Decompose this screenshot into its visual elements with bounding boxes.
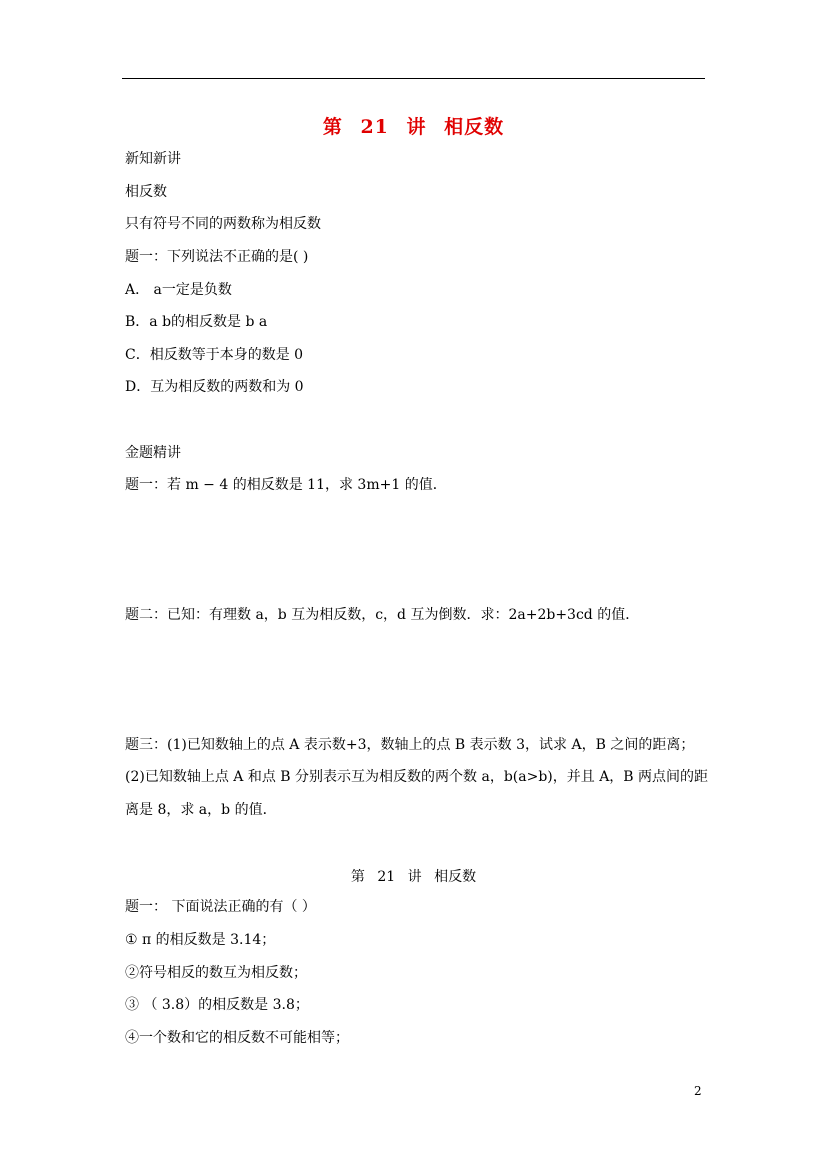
definition-text: 只有符号不同的两数称为相反数 [125,216,321,232]
statement-3: ③ （ 3.8）的相反数是 3.8； [125,997,309,1013]
option-c: C．相反数等于本身的数是 0 [125,347,304,363]
option-a: A． a一定是负数 [125,282,232,298]
statement-4: ④一个数和它的相反数不可能相等； [125,1030,349,1046]
problem-3-part-2-cont: 离是 8，求 a，b 的值． [125,802,277,818]
answer-question-stem: 题一： 下面说法正确的有（ ） [125,899,316,915]
problem-3-part-1: 题三：(1)已知数轴上的点 A 表示数+3，数轴上的点 B 表示数 3，试求 A，B 之间的距离； [125,737,695,753]
option-d: D．互为相反数的两数和为 0 [125,379,304,395]
problem-2: 题二：已知：有理数 a，b 互为相反数，c，d 互为倒数．求：2a+2b+3cd 的值． [125,607,640,623]
section-heading-new-knowledge: 新知新讲 [125,151,181,167]
section-heading-key-problems: 金题精讲 [125,445,181,461]
lesson-title: 第 21 讲 相反数 [322,116,505,138]
problem-3-part-2: (2)已知数轴上点 A 和点 B 分别表示互为相反数的两个数 a，b(a>b)，并且 A，B 两点间的距 [125,769,709,785]
header-rule [122,78,705,79]
statement-1: ① π 的相反数是 3.14； [125,932,276,948]
problem-1: 题一：若 m − 4 的相反数是 11，求 3m+1 的值． [125,477,447,493]
answers-title: 第 21 讲 相反数 [350,869,477,885]
topic-heading: 相反数 [125,184,167,200]
page-number: 2 [694,1084,702,1098]
statement-2: ②符号相反的数互为相反数； [125,965,307,981]
intro-question-stem: 题一：下列说法不正确的是( ) [125,249,309,265]
option-b: B．a b的相反数是 b a [125,314,268,330]
